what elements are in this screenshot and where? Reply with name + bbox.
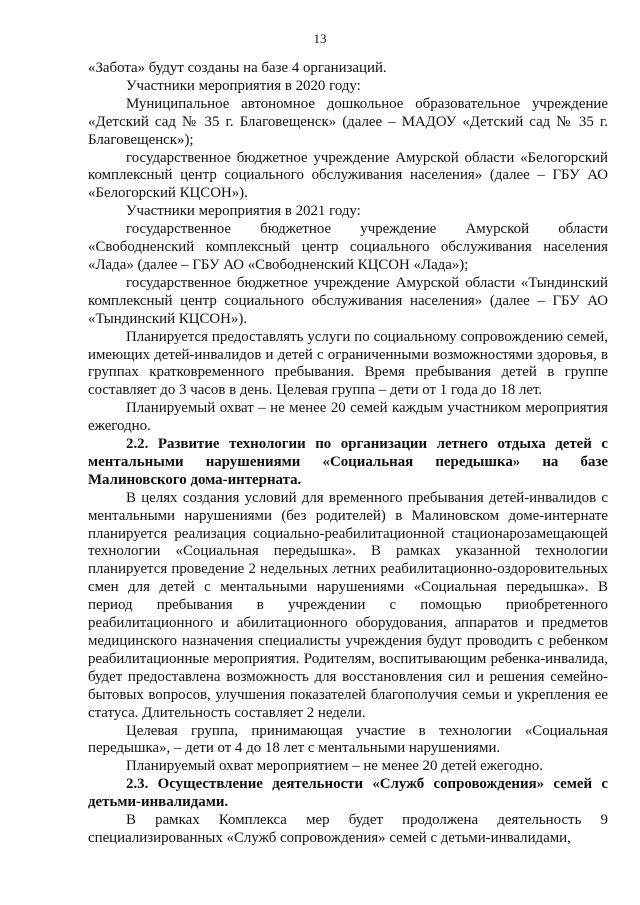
paragraph: В целях создания условий для временного пребывания детей-инвалидов с ментальными нарушениями (без родителей) в Малиновском доме-интернате планируется реализация социально-реабилитационной стационарозамещающей технологии «Социальная передышка». В рамках указанной технологии планируется проведение 2 недельных летних реабилитационно-оздоровительных смен для детей с ментальными нарушениями «Социальная передышка». В период пребывания в учреждении с помощью приобретенного реабилитационного и абилитационного оборудования, аппаратов и предметов медицинского назначения специалисты учреждения будут проводить с ребенком реабилитационные мероприятия. Родителям, воспитывающим ребенка-инвалида, будет предоставлена возможность для восстановления сил и решения семейно-бытовых вопросов, улучшения показателей благополучия семьи и укрепления ее статуса. Длительность составляет 2 недели. (88, 489, 608, 721)
paragraph: Планируемый охват – не менее 20 семей каждым участником мероприятия ежегодно. (88, 400, 608, 435)
page-number: 13 (313, 31, 327, 46)
section-heading: 2.3. Осуществление деятельности «Служб сопровождения» семей с детьми-инвалидами. (88, 776, 608, 811)
paragraph: Планируемый охват мероприятием – не менее 20 детей ежегодно. (126, 758, 543, 775)
paragraph: Участники мероприятия в 2021 году: (126, 203, 361, 220)
paragraph: Муниципальное автономное дошкольное образовательное учреждение «Детский сад № 35 г. Благовещенск» (далее – МАДОУ «Детский сад № 35 г. Благовещенск»); (88, 95, 608, 148)
paragraph: Планируется предоставлять услуги по социальному сопровождению семей, имеющих детей-инвалидов и детей с ограниченными возможностями здоровья, в группах кратковременного пребывания. Время пребывания детей в группе составляет до 3 часов в день. Целевая группа – дети от 1 года до 18 лет. (88, 328, 608, 399)
paragraph: Целевая группа, принимающая участие в технологии «Социальная передышка», – дети от 4 до 18 лет с ментальными нарушениями. (88, 722, 608, 757)
document-body (88, 60, 608, 848)
section-heading: 2.2. Развитие технологии по организации летнего отдыха детей с ментальными нарушениями «Социальная передышка» на базе Малиновского дома-интерната. (88, 436, 608, 488)
paragraph: Участники мероприятия в 2020 году: (126, 77, 361, 94)
paragraph: В рамках Комплекса мер будет продолжена деятельность 9 специализированных «Служб сопровождения» семей с детьми-инвалидами, (88, 812, 608, 846)
paragraph: государственное бюджетное учреждение Амурской области «Свободненский комплексный центр социального обслуживания населения «Лада» (далее – ГБУ АО «Свободненский КЦСОН «Лада»); (88, 221, 608, 273)
paragraph: государственное бюджетное учреждение Амурской области «Белогорский комплексный центр социального обслуживания населения» (далее – ГБУ АО «Белогорский КЦСОН»). (88, 149, 608, 202)
paragraph: государственное бюджетное учреждение Амурской области «Тындинский комплексный центр социального обслуживания населения» (далее – ГБУ АО «Тындинский КЦСОН»). (88, 274, 608, 327)
paragraph: «Забота» будут созданы на базе 4 организаций. (88, 60, 387, 76)
